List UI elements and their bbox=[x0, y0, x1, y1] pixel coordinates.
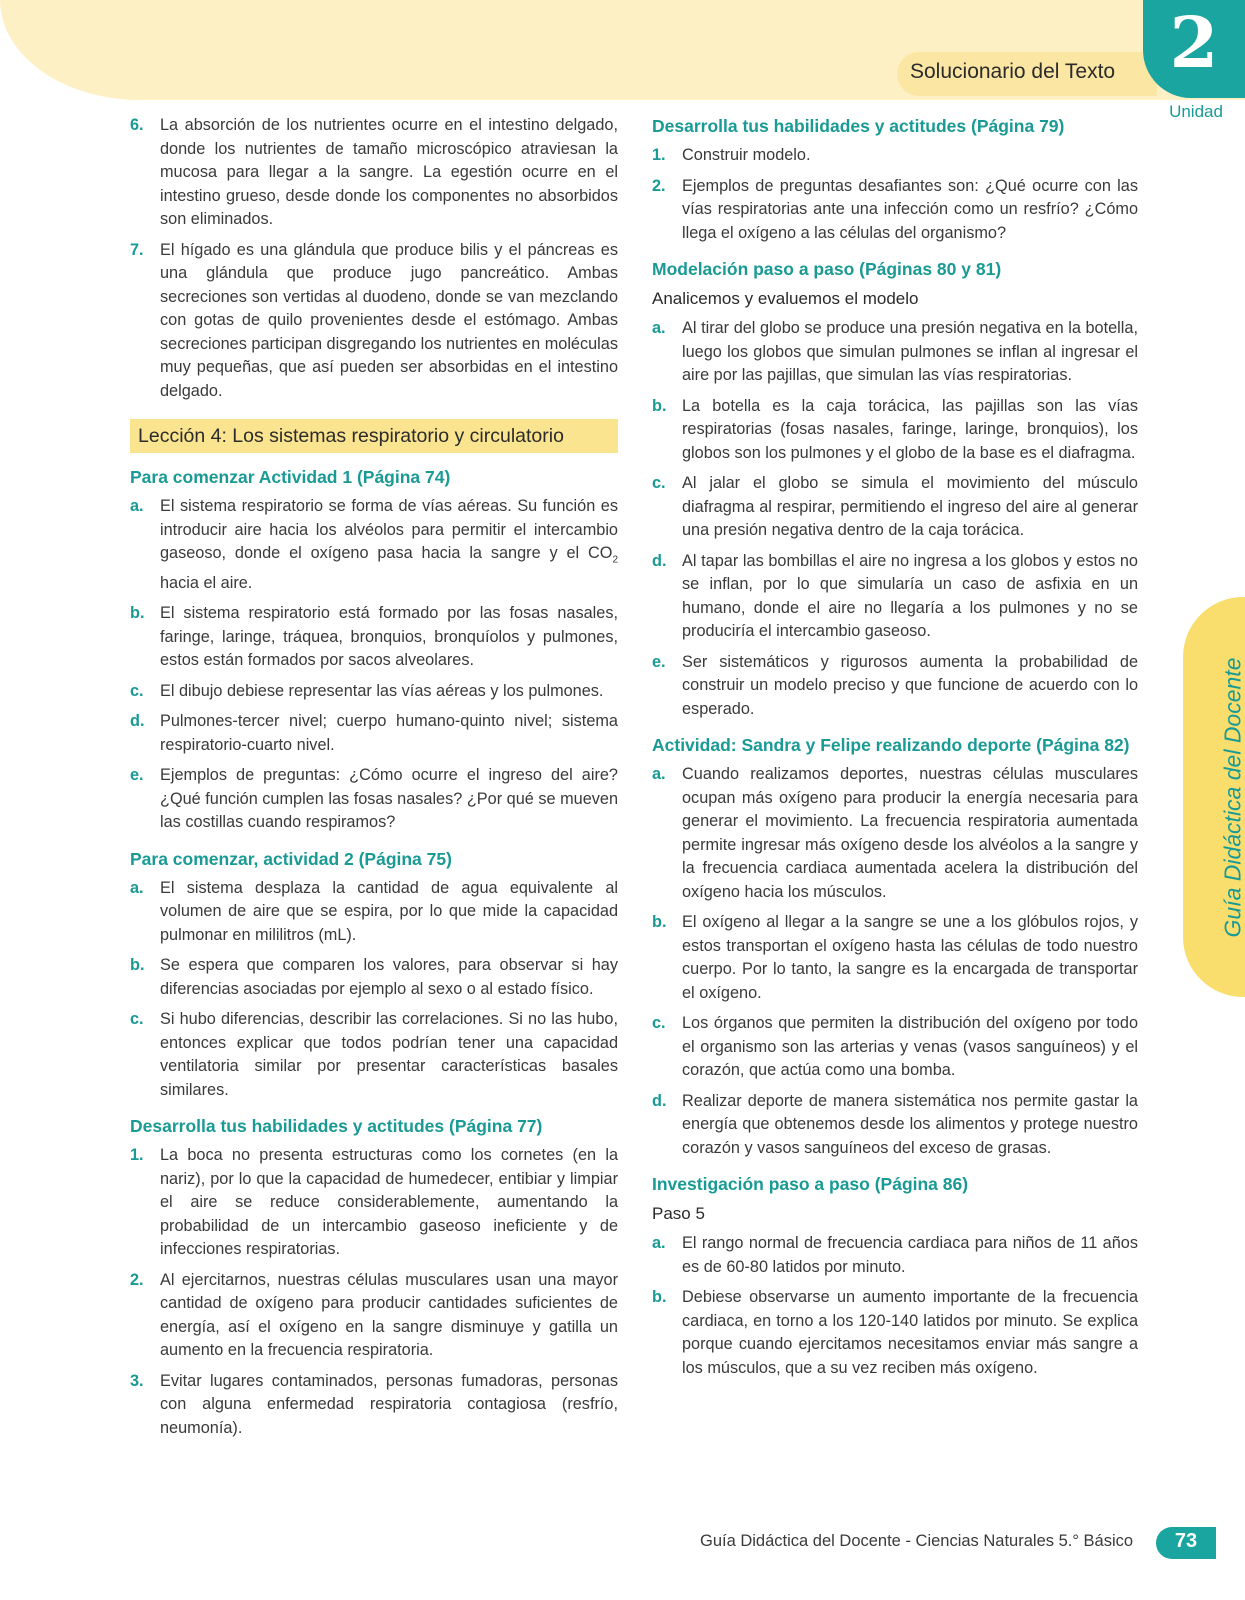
list-item bbox=[130, 239, 618, 404]
subscript: 2 bbox=[612, 554, 618, 566]
item-text-part: El sistema respiratorio se forma de vías aéreas. Su función es introducir aire hacia los alvéolos para permitir el intercambio gaseoso, donde el oxígeno pasa hacia la sangre y el CO bbox=[160, 497, 618, 562]
item-text: Si hubo diferencias, describir las correlaciones. Si no las hubo, entonces explicar que todos podrían tener una capacidad ventilatoria similar por presentar características basales similares. bbox=[160, 1010, 618, 1099]
item-text: Al tirar del globo se produce una presión negativa en la botella, luego los globos que simulan pulmones se inflan al ingresar el aire por las pajillas, que simulan las vías respiratorias. bbox=[682, 319, 1138, 384]
list-item bbox=[130, 1008, 618, 1102]
item-label: 7. bbox=[130, 240, 144, 259]
section-subtitle: Analicemos y evaluemos el modelo bbox=[652, 289, 919, 308]
list-item bbox=[130, 602, 618, 673]
item-text: La botella es la caja torácica, las pajillas son las vías respiratorias (fosas nasales, faringe, laringe, bronquios), los globos son los pulmones y el globo de la base es el diafragma. bbox=[682, 396, 1138, 462]
list-item bbox=[652, 472, 1138, 543]
side-tab-label: Guía Didáctica del Docente bbox=[1219, 657, 1245, 938]
list-item bbox=[652, 651, 1138, 722]
item-label: b. bbox=[652, 1288, 667, 1306]
item-label: e. bbox=[652, 652, 666, 671]
list-item bbox=[130, 954, 618, 1001]
item-text: Los órganos que permiten la distribución del oxígeno por todo el organismo son las arterias y venas (vasos sanguíneos) y el corazón, que actúa como una bomba. bbox=[682, 1014, 1138, 1079]
item-text: La boca no presenta estructuras como los cornetes (en la nariz), por lo que la capacidad de humedecer, entibiar y limpiar el aire se reduce considerablemente, aumentando la probabilidad de un intercambio gaseoso ineficiente y de infecciones respiratorias. bbox=[160, 1146, 618, 1259]
section-title: Investigación paso a paso (Página 86) bbox=[652, 1174, 969, 1194]
item-text: Ser sistemáticos y rigurosos aumenta la probabilidad de construir un modelo preciso y que funcione de acuerdo con lo esperado. bbox=[682, 652, 1138, 718]
section-subtitle: Paso 5 bbox=[652, 1204, 705, 1223]
section-title: Desarrolla tus habilidades y actitudes (Página 77) bbox=[130, 1116, 543, 1137]
unit-number: 2 bbox=[1169, 1, 1219, 84]
item-text: El dibujo debiese representar las vías aéreas y los pulmones. bbox=[160, 681, 604, 700]
right-column bbox=[652, 114, 1138, 1387]
item-label: a. bbox=[652, 319, 666, 337]
item-label: e. bbox=[130, 766, 144, 785]
item-text: Ejemplos de preguntas: ¿Cómo ocurre el ingreso del aire? ¿Qué función cumplen las fosas nasales? ¿Por qué se mueven las costillas cuando respiramos? bbox=[160, 766, 618, 832]
footer-text: Guía Didáctica del Docente - Ciencias Naturales 5.° Básico bbox=[700, 1532, 1134, 1550]
list-item bbox=[652, 1012, 1138, 1083]
intro-list bbox=[130, 114, 618, 403]
item-label: a. bbox=[130, 497, 144, 515]
list-item bbox=[652, 1232, 1138, 1279]
list-item bbox=[652, 144, 1138, 168]
item-label: c. bbox=[652, 474, 666, 492]
unit-label: Unidad bbox=[1169, 102, 1223, 121]
item-label: b. bbox=[652, 913, 667, 931]
list-item bbox=[652, 395, 1138, 466]
section-title: Modelación paso a paso (Páginas 80 y 81) bbox=[652, 259, 1002, 279]
item-text-part: hacia el aire. bbox=[160, 573, 253, 592]
item-label: b. bbox=[652, 396, 667, 415]
list-item bbox=[130, 495, 618, 595]
list-item bbox=[652, 1090, 1138, 1161]
item-text: Al tapar las bombillas el aire no ingresa a los globos y estos no se inflan, por lo que simularía un caso de asfixia en un humano, donde el aire no llegaría a los pulmones y no se produciría el intercambio gaseoso. bbox=[682, 551, 1138, 640]
list-item bbox=[652, 763, 1138, 904]
left-column bbox=[130, 114, 618, 1447]
list-item bbox=[130, 1370, 618, 1441]
item-label: 6. bbox=[130, 116, 144, 134]
lesson-title: Lección 4: Los sistemas respiratorio y circulatorio bbox=[130, 419, 618, 453]
item-text: Al jalar el globo se simula el movimiento del músculo diafragma al respirar, permitiendo el ingreso del aire al generar una presión negativa dentro de la caja torácica. bbox=[682, 474, 1138, 539]
section-title: Para comenzar, actividad 2 (Página 75) bbox=[130, 848, 452, 869]
item-text: Realizar deporte de manera sistemática nos permite gastar la energía que obtenemos desde los alimentos y protege nuestro corazón y vasos sanguíneos del exceso de grasas. bbox=[682, 1091, 1138, 1157]
item-text: La absorción de los nutrientes ocurre en el intestino delgado, donde los nutrientes de tamaño microscópico atraviesan la mucosa para llegar a la sangre. La egestión ocurre en el intestino grueso, desde donde los componentes no absorbidos son eliminados. bbox=[160, 116, 618, 228]
item-text: Pulmones-tercer nivel; cuerpo humano-quinto nivel; sistema respiratorio-cuarto nivel. bbox=[160, 712, 618, 754]
list-item bbox=[652, 317, 1138, 388]
list-item bbox=[130, 680, 618, 704]
list-item bbox=[652, 550, 1138, 644]
item-text bbox=[160, 495, 618, 595]
item-label: b. bbox=[130, 956, 145, 975]
list-item bbox=[130, 114, 618, 232]
item-text: El rango normal de frecuencia cardiaca para niños de 11 años es de 60-80 latidos por minuto. bbox=[682, 1234, 1138, 1276]
list-item bbox=[652, 911, 1138, 1005]
item-label: 1. bbox=[130, 1146, 144, 1165]
item-label: 2. bbox=[652, 176, 666, 195]
item-text: Ejemplos de preguntas desafiantes son: ¿Qué ocurre con las vías respiratorias ante una infección como un resfrío? ¿Cómo llega el oxígeno a las células del organismo? bbox=[682, 176, 1138, 242]
item-text: El hígado es una glándula que produce bilis y el páncreas es una glándula que produce jugo pancreático. Ambas secreciones son vertidas al duodeno, donde se van mezclando con gotas de quilo provenientes desde el estómago. Ambas secreciones participan disgregando los nutrientes en moléculas muy pequeñas, que así pueden ser absorbidas en el intestino delgado. bbox=[160, 240, 618, 400]
item-text: El sistema respiratorio está formado por las fosas nasales, faringe, laringe, tráquea, bronquios, bronquíolos y pulmones, estos están formados por sacos alveolares. bbox=[160, 604, 618, 670]
item-label: b. bbox=[130, 604, 145, 623]
item-label: c. bbox=[652, 1014, 666, 1032]
list-item bbox=[652, 1286, 1138, 1380]
item-label: a. bbox=[652, 765, 666, 783]
list-item bbox=[130, 764, 618, 835]
item-text: Evitar lugares contaminados, personas fumadoras, personas con alguna enfermedad respiratoria contagiosa (resfrío, neumonía). bbox=[160, 1371, 618, 1437]
item-text: El sistema desplaza la cantidad de agua equivalente al volumen de aire que se espira, por lo que mide la capacidad pulmonar en mililitros (mL). bbox=[160, 878, 618, 944]
item-label: d. bbox=[130, 712, 145, 731]
list-item bbox=[130, 1144, 618, 1262]
item-text: Al ejercitarnos, nuestras células musculares usan una mayor cantidad de oxígeno para producir cantidades suficientes de energía, así el oxígeno en la sangre disminuye y gatilla un aumento en la frecuencia respiratoria. bbox=[160, 1270, 618, 1360]
section-title: Para comenzar Actividad 1 (Página 74) bbox=[130, 467, 451, 487]
item-label: 1. bbox=[652, 146, 666, 164]
item-label: d. bbox=[652, 1091, 667, 1110]
list-item bbox=[652, 175, 1138, 246]
list-item bbox=[130, 877, 618, 948]
section-title: Desarrolla tus habilidades y actitudes (Página 79) bbox=[652, 116, 1065, 136]
page-number: 73 bbox=[1174, 1530, 1198, 1552]
list-item bbox=[130, 1269, 618, 1363]
item-label: a. bbox=[130, 878, 144, 897]
item-text: Se espera que comparen los valores, para observar si hay diferencias asociadas por ejemplo al sexo o al estado físico. bbox=[160, 956, 618, 998]
item-text: El oxígeno al llegar a la sangre se une a los glóbulos rojos, y estos transportan el oxígeno hasta las células de todo nuestro cuerpo. Por lo tanto, la sangre es la encargada de transportar el oxígeno. bbox=[682, 913, 1138, 1002]
item-text: Construir modelo. bbox=[682, 146, 811, 164]
header-title: Solucionario del Texto bbox=[910, 60, 1116, 83]
item-label: 3. bbox=[130, 1371, 144, 1390]
item-label: c. bbox=[130, 1010, 144, 1029]
item-text: Debiese observarse un aumento importante de la frecuencia cardiaca, en torno a los 120-140 latidos por minuto. Se explica porque cuando ejercitamos necesitamos enviar más sangre a los músculos, que a su vez reciben más oxígeno. bbox=[682, 1288, 1138, 1377]
item-label: 2. bbox=[130, 1270, 144, 1289]
item-label: c. bbox=[130, 681, 144, 700]
list-item bbox=[130, 710, 618, 757]
section-title: Actividad: Sandra y Felipe realizando deporte (Página 82) bbox=[652, 735, 1130, 755]
item-text: Cuando realizamos deportes, nuestras células musculares ocupan más oxígeno para producir la energía necesaria para generar el movimiento. La frecuencia respiratoria aumentada permite ingresar más oxígeno desde los alvéolos a la sangre y la frecuencia cardiaca aumentada acelera la distribución del oxígeno hacia los músculos. bbox=[682, 765, 1138, 901]
item-label: a. bbox=[652, 1234, 666, 1252]
item-label: d. bbox=[652, 551, 667, 570]
